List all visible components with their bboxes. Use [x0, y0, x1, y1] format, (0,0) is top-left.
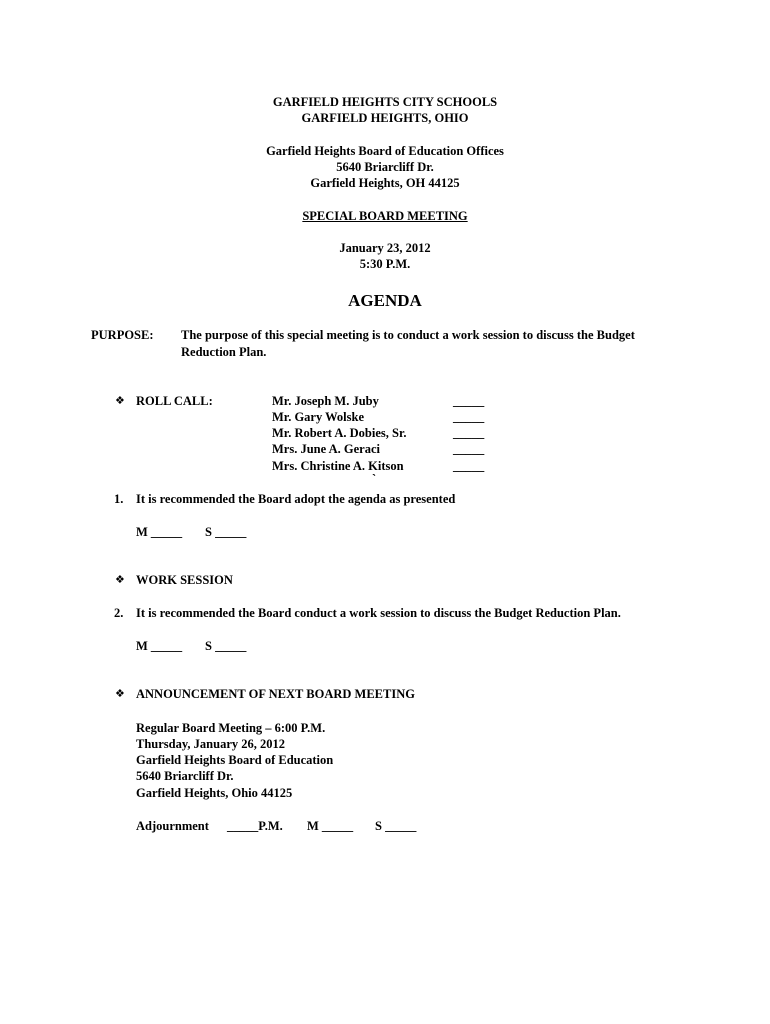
diamond-bullet-icon: ❖	[115, 687, 125, 700]
roll-call-member: Mr. Gary Wolske	[272, 410, 365, 424]
item-1-motion[interactable]: M _____	[136, 525, 183, 539]
announcement-label: ANNOUNCEMENT OF NEXT BOARD MEETING	[136, 687, 415, 701]
meeting-type: SPECIAL BOARD MEETING	[302, 209, 468, 223]
city-state: GARFIELD HEIGHTS, OHIO	[301, 111, 469, 125]
roll-call-member: Mr. Robert A. Dobies, Sr.	[272, 426, 407, 440]
roll-call-blank[interactable]: _____	[453, 426, 485, 440]
adjournment-time-blank[interactable]: _____P.M.	[227, 819, 283, 833]
adjournment-motion[interactable]: M _____	[307, 819, 354, 833]
office-city-zip: Garfield Heights, OH 44125	[310, 176, 460, 190]
adjournment-label: Adjournment	[136, 819, 209, 833]
adjournment-second[interactable]: S _____	[375, 819, 417, 833]
diamond-bullet-icon: ❖	[115, 573, 125, 586]
announcement-line: Thursday, January 26, 2012	[136, 737, 285, 751]
meeting-type-heading	[0, 208, 770, 224]
diamond-bullet-icon: ❖	[115, 394, 125, 407]
announcement-line: Regular Board Meeting – 6:00 P.M.	[136, 721, 326, 735]
roll-call-blank[interactable]: _____	[453, 410, 485, 424]
item-1-second[interactable]: S _____	[205, 525, 247, 539]
announcement-line: Garfield Heights Board of Education	[136, 753, 334, 767]
item-1-text: It is recommended the Board adopt the agenda as presented	[136, 492, 456, 506]
item-2-text: It is recommended the Board conduct a work session to discuss the Budget Reduction Plan.	[136, 606, 621, 620]
roll-call-blank[interactable]: _____	[453, 442, 485, 456]
meeting-date: January 23, 2012	[339, 241, 431, 255]
item-1-number: 1.	[114, 492, 124, 506]
district-name: GARFIELD HEIGHTS CITY SCHOOLS	[272, 95, 498, 109]
purpose-text-line2: Reduction Plan.	[181, 345, 267, 359]
stray-tick-mark: `	[372, 472, 377, 486]
meeting-time: 5:30 P.M.	[359, 257, 411, 271]
work-session-label: WORK SESSION	[136, 573, 233, 587]
announcement-line: Garfield Heights, Ohio 44125	[136, 786, 293, 800]
page-title: AGENDA	[348, 291, 422, 310]
roll-call-member: Mr. Joseph M. Juby	[272, 394, 379, 408]
roll-call-member: Mrs. June A. Geraci	[272, 442, 380, 456]
purpose-text-line1: The purpose of this special meeting is to conduct a work session to discuss the Budget	[181, 328, 635, 342]
office-street: 5640 Briarcliff Dr.	[336, 160, 434, 174]
roll-call-blank[interactable]: _____	[453, 459, 485, 473]
purpose-label: PURPOSE:	[91, 328, 154, 342]
roll-call-label: ROLL CALL:	[136, 394, 213, 408]
roll-call-member: Mrs. Christine A. Kitson	[272, 459, 404, 473]
announcement-line: 5640 Briarcliff Dr.	[136, 769, 234, 783]
roll-call-blank[interactable]: _____	[453, 394, 485, 408]
item-2-motion[interactable]: M _____	[136, 639, 183, 653]
item-2-number: 2.	[114, 606, 124, 620]
item-2-second[interactable]: S _____	[205, 639, 247, 653]
office-name: Garfield Heights Board of Education Offices	[266, 144, 504, 158]
